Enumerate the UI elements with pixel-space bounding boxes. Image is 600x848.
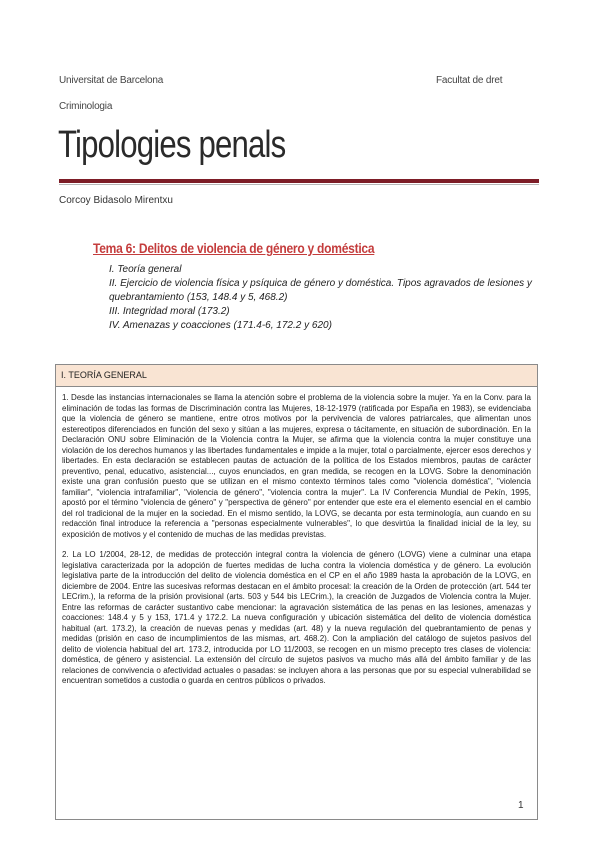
section-box: [55, 364, 538, 820]
title-rule-shadow: [59, 184, 539, 185]
document-title: Tipologies penals: [58, 124, 286, 166]
university-name: Universitat de Barcelona: [59, 75, 164, 86]
toc-item: I. Teoría general: [109, 264, 182, 275]
toc-item: IV. Amenazas y coacciones (171.4-6, 172.2 y 620): [109, 320, 332, 331]
paragraph: 2. La LO 1/2004, 28-12, de medidas de protección integral contra la violencia de género (LOVG) viene a culminar una etapa legislativa caracterizada por la adopción de fuertes medidas de lucha contra la violencia doméstica y de género. La evolución legislativa parte de la introducción del delito de violencia doméstica en el CP en el año 1989 hasta la aprobación de la LOVG, en diciembre de 2004. Entre las sucesivas reformas destacan en el ámbito procesal: la creación de la Orden de protección (art. 544 ter LECrim.), la reforma de la prisión provisional (arts. 503 y 544 bis LECrim.), la creación de Juzgados de Violencia contra la Mujer. Entre las reformas de carácter sustantivo cabe mencionar: la agravación sistemática de las penas en las lesiones, amenazas y coacciones: 148.4 y 5 y 153, 171.4 y 172.2. La nueva configuración y ubicación sistemática del delito de violencia doméstica habitual (art. 173.2), la creación de nuevas penas y medidas (art. 48) y la nueva regulación del quebrantamiento de penas y medidas (prisión en caso de incumplimientos de las mismas, art. 468.2). Con la ampliación del catálogo de sujetos pasivos del delito de violencia habitual del art. 173.2, introducida por LO 11/2003, se recogen en un mismo precepto tres clases de violencia: doméstica, de género y asistencial. La extensión del círculo de sujetos pasivos va mucho más allá del ámbito familiar y de las relaciones de convivencia o afectividad actuales o pasadas: se incluyen ahora a las personas que por su especial vulnerabilidad se encuentran sometidos a custodia o guarda en centros públicos o privados.: [62, 550, 531, 685]
subject-name: Criminologia: [59, 101, 113, 112]
section-heading: I. TEORÍA GENERAL: [56, 365, 537, 387]
table-of-contents: [109, 263, 539, 333]
faculty-name: Facultat de dret: [436, 75, 503, 86]
title-rule: [59, 179, 539, 183]
toc-item: III. Integridad moral (173.2): [109, 306, 230, 317]
page-number: 1: [518, 800, 524, 811]
paragraph: 1. Desde las instancias internacionales se llama la atención sobre el problema de la violencia sobre la mujer. Ya en la Conv. para la eliminación de todas las formas de Discriminación contra las Mujeres, 18-12-1979 (ratificada por España en 1983), se evidenciaba que la violencia de género se mantiene, entre otros motivos por la pervivencia de valores patriarcales, que alimentan unos estereotipos diferenciados en función del sexo y sitúan a las mujeres, expresa o tácitamente, en situación de subordinación. En la Declaración ONU sobre Eliminación de la Violencia contra la Mujer, se afirma que la violencia contra la mujer constituye una violación de los derechos humanos y las libertades fundamentales e impide a la mujer, total o parcialmente, ejercer esos derechos y libertades. En esta declaración se establecen pautas de actuación de la política de los Estados miembros, pautas de carácter preventivo, penal, educativo, asistencial..., cuyos enunciados, en gran medida, se recogen en la LOVG. Sobre la denominación existe una gran confusión puesto que se utilizan en el mismo contexto términos tales como "violencia doméstica", "violencia familiar", "violencia intrafamiliar", "violencia de género", "violencia contra la mujer". La IV Conferencia Mundial de Pekín, 1995, apostó por el término "violencia de género" y "perspectiva de género" por entender que este era el elemento esencial en el cambio del rol tradicional de la mujer en la sociedad. En el mismo sentido, la LOVG, se decanta por esta terminología, aun cuando en su redacción final introduce la referencia a "personas especialmente vulnerables", lo que desvirtúa la finalidad inicial de la ley, su exposición de motivos y el contenido de muchas de las medidas previstas.: [62, 393, 531, 539]
tema-heading: Tema 6: Delitos de violencia de género y doméstica: [93, 240, 375, 256]
toc-item: II. Ejercicio de violencia física y psíquica de género y doméstica. Tipos agravados de lesiones y quebrantamiento (153, 148.4 y 5, 468.2): [109, 278, 532, 303]
author-name: Corcoy Bidasolo Mirentxu: [59, 195, 173, 206]
